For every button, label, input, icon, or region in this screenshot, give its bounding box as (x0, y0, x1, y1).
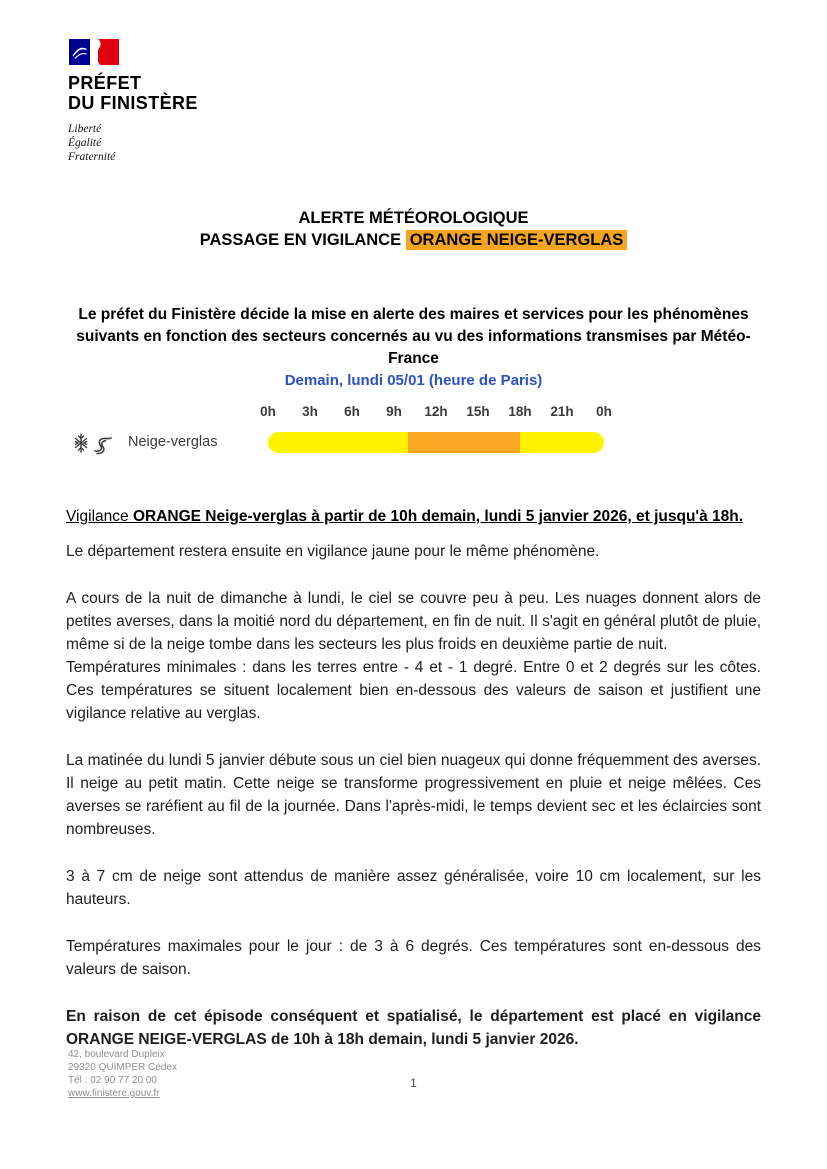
republic-motto (68, 122, 198, 164)
paragraph: 3 à 7 cm de neige sont attendus de manière assez généralisée, voire 10 cm localement, sur les hauteurs. (66, 868, 761, 908)
title-line-2 (0, 229, 827, 251)
paragraph: Le département restera ensuite en vigilance jaune pour le même phénomène. (66, 543, 600, 560)
vigilance-statement-bold: ORANGE Neige-verglas à partir de 10h demain, lundi 5 janvier 2026, et jusqu'à 18h. (132, 508, 744, 525)
time-tick-label: 21h (550, 404, 574, 419)
paragraph: A cours de la nuit de dimanche à lundi, le ciel se couvre peu à peu. Les nuages donnent alors de petites averses, dans la moitié nord du département, en fin de nuit. Il s'agit en général plutôt de pluie, même si de la neige tombe dans les secteurs les plus froids en deuxième partie de nuit. (66, 590, 761, 653)
time-tick-label: 9h (386, 404, 402, 419)
time-tick-label: 3h (302, 404, 318, 419)
agency-name-line1: PRÉFET (68, 73, 142, 93)
vigilance-statement-prefix: Vigilance (66, 508, 133, 525)
page-number: 1 (410, 1076, 417, 1090)
document-title (0, 207, 827, 251)
prefecture-logo (68, 38, 198, 164)
snowflake-verglas-icon (72, 431, 116, 460)
time-tick-label: 15h (466, 404, 490, 419)
title-line-1: ALERTE MÉTÉOROLOGIQUE (298, 209, 529, 227)
phenomenon-label: Neige-verglas (128, 434, 218, 450)
bar-segment-vigilance-jaune (268, 432, 408, 453)
bar-segment-vigilance-orange (408, 432, 520, 453)
french-flag-icon (68, 38, 120, 68)
paragraph: Températures maximales pour le jour : de 3 à 6 degrés. Ces températures sont en-dessous des valeurs de saison. (66, 938, 761, 978)
bulletin-body (66, 540, 761, 1075)
time-tick-label: 0h (260, 404, 276, 419)
motto-egalite: Égalité (68, 137, 102, 149)
vigilance-statement (66, 506, 761, 528)
bar-segment-vigilance-jaune (520, 432, 604, 453)
paragraph-conclusion: En raison de cet épisode conséquent et spatialisé, le département est placé en vigilance ORANGE NEIGE-VERGLAS de 10h à 18h demain, lundi 5 janvier 2026. (66, 1008, 761, 1048)
time-axis (66, 404, 761, 421)
paragraph: La matinée du lundi 5 janvier débute sous un ciel bien nuageux qui donne fréquemment des averses. Il neige au petit matin. Cette neige se transforme progressivement en pluie et neige mêlées. Ces averses se raréfient au fil de la journée. Dans l'après-midi, le temps devient sec et les éclaircies sont nombreuses. (66, 752, 761, 838)
address-line-2: 29320 QUIMPER Cedex (68, 1062, 177, 1073)
address-line-3: Tél : 02 90 77 20 00 (68, 1075, 157, 1086)
title-line-2-prefix: PASSAGE EN VIGILANCE (199, 231, 402, 249)
title-highlight-orange: ORANGE NEIGE-VERGLAS (406, 230, 628, 250)
vigilance-timeline (66, 372, 761, 453)
time-tick-label: 18h (508, 404, 532, 419)
phenomenon-row (66, 432, 761, 453)
motto-fraternite: Fraternité (68, 151, 116, 163)
footer-address (68, 1048, 177, 1100)
intro-statement: Le préfet du Finistère décide la mise en alerte des maires et services pour les phénomènes suivants en fonction des secteurs concernés au vu des informations transmises par Météo-France (76, 306, 751, 367)
time-tick-label: 6h (344, 404, 360, 419)
address-line-1: 42, boulevard Dupleix (68, 1049, 165, 1060)
timeline-heading: Demain, lundi 05/01 (heure de Paris) (284, 372, 543, 389)
paragraph: Températures minimales : dans les terres entre - 4 et - 1 degré. Entre 0 et 2 degrés sur les côtes. Ces températures se situent localement bien en-dessous des valeurs de saison et justifient une vigilance relative au verglas. (66, 659, 761, 722)
time-tick-label: 12h (424, 404, 448, 419)
website-link[interactable]: www.finistere.gouv.fr (68, 1088, 160, 1099)
vigilance-bar (268, 432, 604, 453)
motto-liberte: Liberté (68, 123, 102, 135)
time-tick-label: 0h (596, 404, 612, 419)
agency-name-line2: DU FINISTÈRE (68, 93, 198, 113)
